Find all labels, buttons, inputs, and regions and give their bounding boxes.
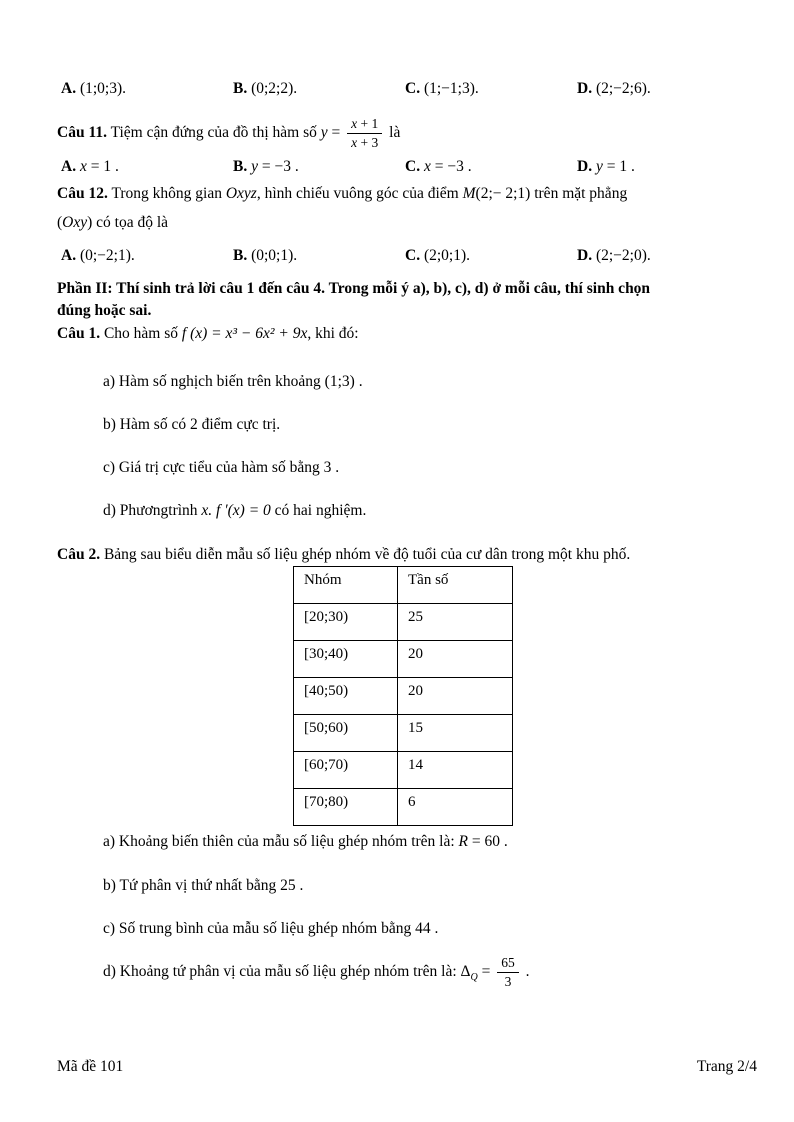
item-label: a) — [103, 373, 116, 390]
q1-formula: f (x) = x³ − 6x² + 9x — [181, 325, 308, 342]
q12-option-c — [405, 245, 577, 266]
item-label: c) — [103, 920, 116, 937]
den-rest: + 3 — [360, 134, 379, 150]
q2-text: Bảng sau biểu diễn mẫu số liệu ghép nhóm về độ tuổi của cư dân trong một khu phố. — [103, 546, 631, 563]
frequency-table — [293, 566, 513, 826]
den-var: x — [351, 134, 358, 150]
q10-option-b — [233, 78, 405, 99]
option-label: B. — [233, 247, 248, 264]
q1-item-c — [103, 457, 753, 478]
q11-statement — [57, 110, 757, 156]
q12-m-coords: (2;− 2;1) — [475, 185, 531, 202]
option-value: (2;0;1). — [423, 247, 471, 264]
q2-item-c — [103, 918, 753, 939]
item-text: Số trung bình của mẫu số liệu ghép nhóm bằng 44 . — [118, 920, 439, 937]
cell-group: [60;70) — [294, 752, 398, 789]
item-label: b) — [103, 416, 116, 433]
part2-line2: đúng hoặc sai. — [57, 302, 152, 319]
cell-frequency: 14 — [398, 752, 513, 789]
table-row — [294, 715, 513, 752]
q2-item-b — [103, 875, 753, 896]
fraction-denominator: 3 — [504, 973, 512, 989]
q2-statement — [57, 544, 767, 565]
q11-fraction — [347, 116, 382, 150]
item-equals: = — [481, 963, 491, 980]
q12-text1: Trong không gian — [111, 185, 222, 202]
item-text: Hàm số có 2 điểm cực trị. — [119, 416, 281, 433]
option-var: y — [595, 158, 603, 175]
q11-text: Tiệm cận đứng của đồ thị hàm số — [110, 124, 317, 141]
q11-option-c — [405, 156, 577, 177]
item-math: x. f ′(x) = 0 — [201, 502, 271, 519]
option-label: C. — [405, 80, 421, 97]
part2-line1: Phần II: Thí sinh trả lời câu 1 đến câu 4. Trong mỗi ý a), b), c), d) ở mỗi câu, thí sinh chọn — [57, 280, 651, 297]
q11-option-a — [61, 156, 233, 177]
cell-frequency: 20 — [398, 678, 513, 715]
exam-code: Mã đề 101 — [57, 1058, 124, 1075]
option-label: D. — [577, 247, 593, 264]
item-post: có hai nghiệm. — [274, 502, 367, 519]
option-label: B. — [233, 158, 248, 175]
page-footer — [57, 1056, 757, 1077]
option-label: C. — [405, 158, 421, 175]
option-label: C. — [405, 247, 421, 264]
item-post: . — [525, 963, 530, 980]
q11-option-d — [577, 156, 761, 177]
item-text: Tứ phân vị thứ nhất bằng 25 . — [119, 877, 304, 894]
cell-frequency: 25 — [398, 604, 513, 641]
fraction-denominator — [347, 134, 382, 151]
q12-option-d — [577, 245, 761, 266]
option-label: D. — [577, 158, 593, 175]
option-label: A. — [61, 80, 77, 97]
option-label: A. — [61, 247, 77, 264]
q12-text3: trên mặt phẳng — [534, 185, 628, 202]
q12-option-a — [61, 245, 233, 266]
option-value: = 1 . — [90, 158, 119, 175]
q1-item-a — [103, 371, 753, 392]
q10-option-a — [61, 78, 233, 99]
part2-header — [57, 278, 767, 322]
q11-options-row — [61, 156, 761, 177]
q1-item-d — [103, 500, 753, 521]
q11-option-b — [233, 156, 405, 177]
item-pre: Khoảng tứ phân vị của mẫu số liệu ghép nhóm trên là: — [119, 963, 457, 980]
q2d-fraction — [497, 955, 519, 989]
option-label: B. — [233, 80, 248, 97]
option-value: (1;−1;3). — [423, 80, 479, 97]
option-var: y — [251, 158, 258, 175]
q12-text2: , hình chiếu vuông góc của điểm — [256, 185, 459, 202]
col-header-group: Nhóm — [294, 567, 398, 604]
col-header-frequency: Tần số — [398, 567, 513, 604]
option-value: (2;−2;0). — [595, 247, 651, 264]
q12-statement-line2 — [57, 212, 757, 233]
cell-group: [70;80) — [294, 789, 398, 826]
cell-group: [30;40) — [294, 641, 398, 678]
q11-suffix: là — [389, 124, 401, 141]
q12-options-row — [61, 245, 761, 266]
q12-statement-line1 — [57, 183, 767, 204]
q11-label: Câu 11. — [57, 124, 107, 141]
option-label: D. — [577, 80, 593, 97]
table-row — [294, 604, 513, 641]
q1-label: Câu 1. — [57, 325, 101, 342]
option-value: = −3 . — [434, 158, 472, 175]
item-label: c) — [103, 459, 116, 476]
q2-item-d — [103, 950, 773, 1000]
item-pre: Khoảng biến thiên của mẫu số liệu ghép nhóm trên là: — [118, 833, 455, 850]
item-var: R — [458, 833, 469, 850]
option-value: (0;2;2). — [251, 80, 298, 97]
q12-line2-rest: ) có tọa độ là — [87, 214, 169, 231]
item-label: b) — [103, 877, 116, 894]
q11-equals: = — [331, 124, 341, 141]
table-row — [294, 641, 513, 678]
fraction-numerator: 65 — [497, 955, 519, 973]
cell-frequency: 15 — [398, 715, 513, 752]
q1-post: , khi đó: — [307, 325, 359, 342]
delta-subscript: Q — [470, 972, 478, 983]
item-text: Giá trị cực tiểu của hàm số bằng 3 . — [118, 459, 340, 476]
cell-frequency: 6 — [398, 789, 513, 826]
num-rest: + 1 — [360, 116, 379, 132]
q11-var-y: y — [320, 124, 328, 141]
option-label: A. — [61, 158, 77, 175]
q1-item-b — [103, 414, 753, 435]
q2-label: Câu 2. — [57, 546, 101, 563]
q12-var-m: M — [462, 185, 476, 202]
option-value: = −3 . — [261, 158, 299, 175]
item-rest: = 60 . — [471, 833, 508, 850]
table-row — [294, 789, 513, 826]
q12-label: Câu 12. — [57, 185, 108, 202]
item-pre: Phươngtrình — [119, 502, 198, 519]
q12-option-b — [233, 245, 405, 266]
table-row — [294, 678, 513, 715]
option-value: (0;0;1). — [251, 247, 298, 264]
item-label: d) — [103, 963, 116, 980]
item-text: Hàm số nghịch biến trên khoảng (1;3) . — [118, 373, 363, 390]
q1-pre: Cho hàm số — [103, 325, 179, 342]
option-value: = 1 . — [606, 158, 635, 175]
q2-item-a — [103, 831, 753, 852]
option-var: x — [79, 158, 87, 175]
item-label: a) — [103, 833, 116, 850]
cell-group: [50;60) — [294, 715, 398, 752]
page-number: Trang 2/4 — [696, 1058, 757, 1075]
q10-option-d — [577, 78, 761, 99]
q1-statement — [57, 323, 767, 344]
option-value: (0;−2;1). — [79, 247, 135, 264]
q10-option-c — [405, 78, 577, 99]
fraction-numerator — [347, 116, 382, 134]
num-var: x — [351, 116, 358, 132]
q12-line2-open: ( — [57, 214, 63, 231]
cell-group: [40;50) — [294, 678, 398, 715]
table-header-row — [294, 567, 513, 604]
option-value: (2;−2;6). — [595, 80, 651, 97]
item-label: d) — [103, 502, 116, 519]
q10-options-row — [61, 78, 761, 99]
delta-symbol: Δ — [460, 963, 471, 980]
q12-var-oxy: Oxy — [62, 214, 88, 231]
cell-frequency: 20 — [398, 641, 513, 678]
option-var: x — [423, 158, 431, 175]
option-value: (1;0;3). — [79, 80, 127, 97]
cell-group: [20;30) — [294, 604, 398, 641]
table-row — [294, 752, 513, 789]
q12-var-oxyz: Oxyz — [225, 185, 257, 202]
